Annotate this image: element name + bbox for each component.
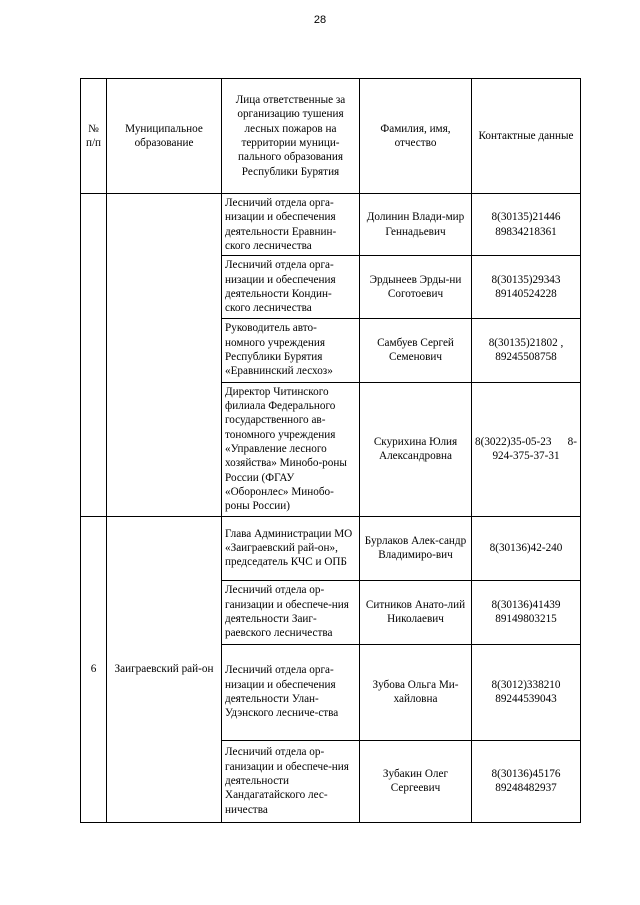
org-cell: Лесничий отдела орга-низации и обеспечения деятельности Кондин-ского лесничества — [222, 256, 360, 318]
header-num: № п/п — [81, 79, 107, 194]
table-header-row — [81, 79, 581, 194]
header-responsible: Лица ответственные за организацию тушения лесных пожаров на территории муници-пального образования Республики Бурятия — [222, 79, 360, 194]
header-contacts: Контактные данные — [472, 79, 581, 194]
header-fio: Фамилия, имя, отчество — [360, 79, 472, 194]
name-cell: Зубова Ольга Ми-хайловна — [360, 644, 472, 740]
org-cell: Директор Читинского филиала Федерального государственного ав-тономного учреждения «Управление лесного хозяйства» Минобо-роны России (ФГАУ «Оборонлес» Минобо-роны России) — [222, 382, 360, 516]
responsible-persons-table — [80, 78, 581, 823]
org-cell: Глава Администрации МО «Заиграевский рай-он», председатель КЧС и ОПБ — [222, 516, 360, 580]
contact-cell: 8(3022)35-05-23 8-924-375-37-31 — [472, 382, 581, 516]
contact-cell: 8(30136)45176 89248482937 — [472, 740, 581, 822]
header-municipality: Муниципальное образование — [107, 79, 222, 194]
org-cell: Лесничий отдела орга-низации и обеспечения деятельности Улан-Удэнского лесниче-ства — [222, 644, 360, 740]
contact-cell: 8(30135)29343 89140524228 — [472, 256, 581, 318]
contact-cell: 8(3012)338210 89244539043 — [472, 644, 581, 740]
name-cell: Эрдынеев Эрды-ни Соготоевич — [360, 256, 472, 318]
org-cell: Лесничий отдела ор-ганизации и обеспече-ния деятельности Заиг-раевского лесничества — [222, 580, 360, 644]
name-cell: Самбуев Сергей Семенович — [360, 318, 472, 382]
num-cell-empty — [81, 194, 107, 517]
name-cell: Скурихина Юлия Александровна — [360, 382, 472, 516]
name-cell: Зубакин Олег Сергеевич — [360, 740, 472, 822]
org-cell: Руководитель авто-номного учреждения Республики Бурятия «Еравнинский лесхоз» — [222, 318, 360, 382]
contact-cell: 8(30135)21802 , 89245508758 — [472, 318, 581, 382]
contact-cell: 8(30135)21446 89834218361 — [472, 194, 581, 256]
contact-cell: 8(30136)41439 89149803215 — [472, 580, 581, 644]
table-row — [81, 194, 581, 256]
page-number: 28 — [313, 14, 327, 26]
municipality-cell-empty — [107, 194, 222, 517]
org-cell: Лесничий отдела ор-ганизации и обеспече-ния деятельности Хандагатайского лес-ничества — [222, 740, 360, 822]
name-cell: Ситников Анато-лий Николаевич — [360, 580, 472, 644]
municipality-name: Заиграевский рай-он — [107, 516, 222, 822]
name-cell: Бурлаков Алек-сандр Владимиро-вич — [360, 516, 472, 580]
name-cell: Долинин Влади-мир Геннадьевич — [360, 194, 472, 256]
contact-cell: 8(30136)42-240 — [472, 516, 581, 580]
table-row — [81, 516, 581, 580]
row-number: 6 — [81, 516, 107, 822]
org-cell: Лесничий отдела орга-низации и обеспечения деятельности Еравнин-ского лесничества — [222, 194, 360, 256]
